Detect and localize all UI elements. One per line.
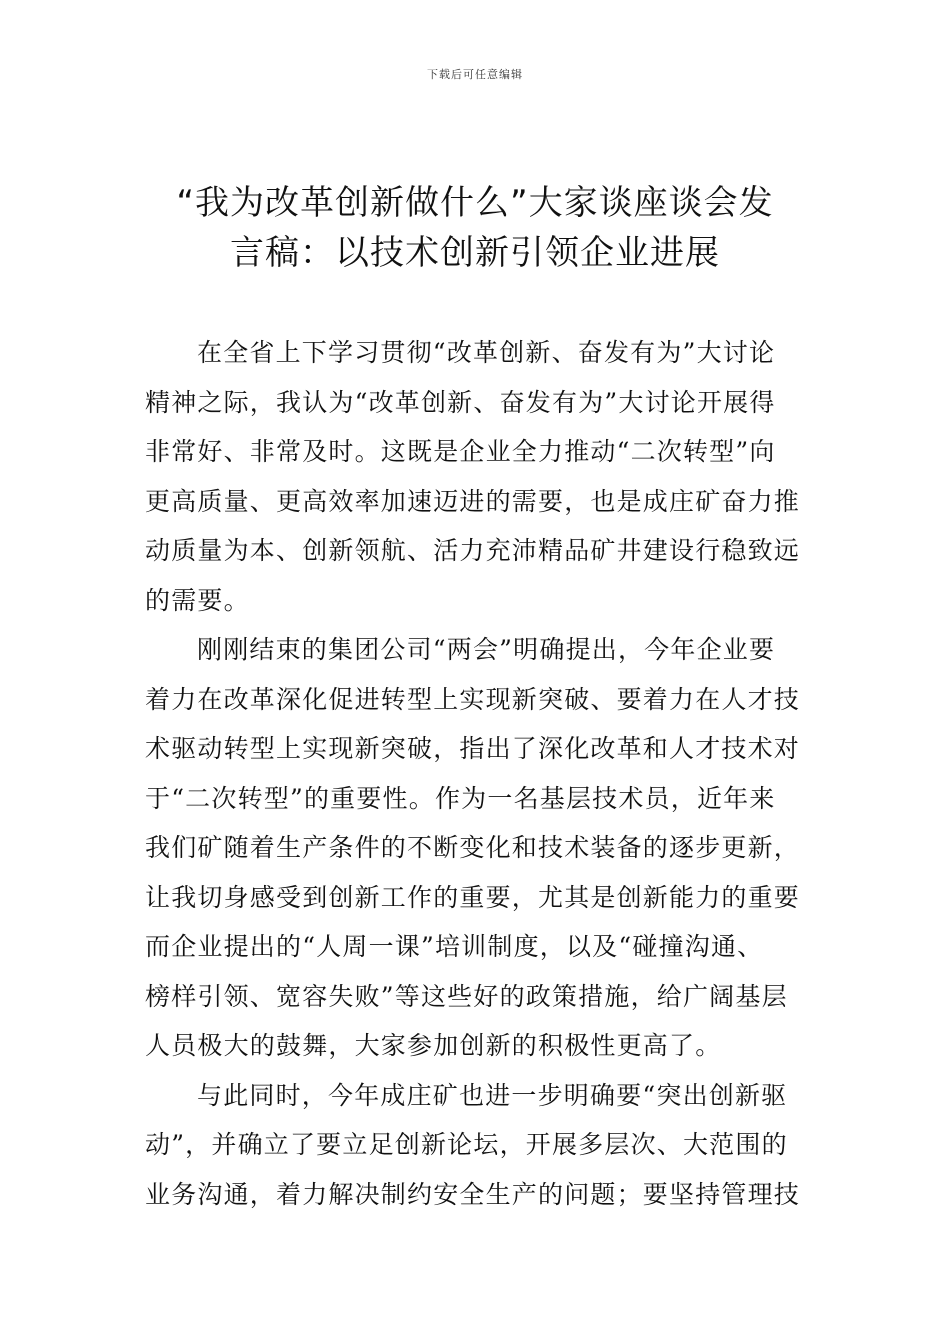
text-line: 精神之际，我认为“改革创新、奋发有为”大讨论开展得 <box>145 387 776 417</box>
text-line: 着力在改革深化促进转型上实现新突破、要着力在人才技 <box>145 684 801 714</box>
text-line: 人员极大的鼓舞，大家参加创新的积极性更高了。 <box>145 1031 722 1060</box>
text-line: 动”，并确立了要立足创新论坛，开展多层次、大范围的 <box>145 1130 788 1159</box>
paragraph-1 <box>145 328 807 625</box>
text-line: 而企业提出的“人周一课”培训制度，以及“碰撞沟通、 <box>145 932 764 961</box>
text-line: 榜样引领、宽容失败”等这些好的政策措施，给广阔基层 <box>145 981 788 1011</box>
text-line: 业务沟通，着力解决制约安全生产的问题；要坚持管理技 <box>145 1179 801 1209</box>
text-line: 让我切身感受到创新工作的重要，尤其是创新能力的重要 <box>145 882 801 912</box>
paragraph-3 <box>145 1071 807 1220</box>
text-line: 在全省上下学习贯彻“改革创新、奋发有为”大讨论 <box>197 338 776 367</box>
text-line: 刚刚结束的集团公司“两会”明确提出，今年企业要 <box>197 635 776 664</box>
text-line: 于“二次转型”的重要性。作为一名基层技术员，近年来 <box>145 783 776 813</box>
text-line: 更高质量、更高效率加速迈进的需要，也是成庄矿奋力推 <box>145 486 801 516</box>
text-line: 术驱动转型上实现新突破，指出了深化改革和人才技术对 <box>145 734 801 763</box>
title-line-1: “我为改革创新做什么”大家谈座谈会发 <box>176 183 774 223</box>
text-line: 非常好、非常及时。这既是企业全力推动“二次转型”向 <box>145 437 776 466</box>
title-line-2: 言稿：以技术创新引领企业进展 <box>230 233 720 273</box>
document-body <box>145 328 807 1219</box>
document-title <box>120 178 830 278</box>
text-line: 与此同时，今年成庄矿也进一步明确要“突出创新驱 <box>197 1080 788 1110</box>
text-line: 的需要。 <box>145 585 250 615</box>
text-line: 动质量为本、创新领航、活力充沛精品矿井建设行稳致远 <box>145 536 801 565</box>
paragraph-2 <box>145 625 807 1071</box>
header-note: 下载后可任意编辑 <box>427 68 523 81</box>
text-line: 我们矿随着生产条件的不断变化和技术装备的逐步更新， <box>145 833 801 862</box>
